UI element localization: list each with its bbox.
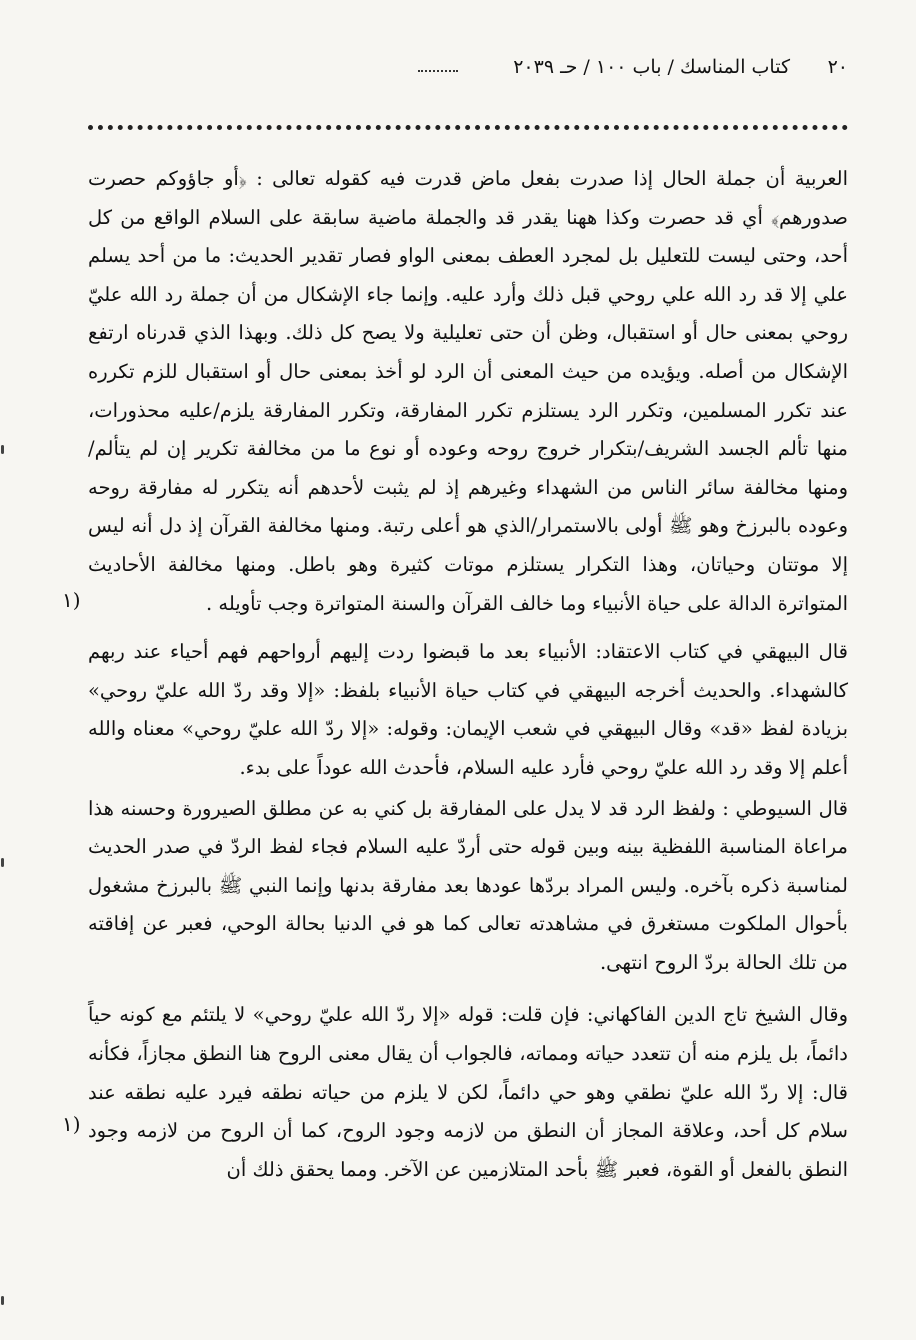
scan-edge-mark bbox=[1, 445, 4, 454]
page-header bbox=[88, 56, 848, 90]
header-divider bbox=[88, 125, 848, 130]
main-text bbox=[88, 160, 848, 1189]
paragraph: وقال الشيخ تاج الدين الفاكهاني: فإن قلت: قوله «إلا ردّ الله عليّ روحي» لا يلتئم مع كونه حياً دائماً، بل يلزم منه أن تتعدد حياته ومماته، فالجواب أن يقال معنى الروح هنا النطق مجازاً، فكأنه قال: إلا ردّ الله عليّ نطقي وهو حي دائماً، لكن لا يلزم من حياته نطقه فيرد عليه نطقه عند سلام كل أحد، وعلاقة المجاز أن النطق من لازمه وجود الروح، كما أن الروح من لازمه وجود النطق بالفعل أو القوة، فعبر ﷺ بأحد المتلازمين عن الآخر. ومما يحقق ذلك أن bbox=[88, 1003, 848, 1181]
paragraph: قال السيوطي : ولفظ الرد قد لا يدل على المفارقة بل كني به عن مطلق الصيرورة وحسنه هذا مراعاة المناسبة اللفظية بينه وبين قوله حتى أردّ عليه السلام فجاء لفظ الردّ في صدر الحديث لمناسبة ذكره بآخره. وليس المراد بردّها عودها بعد مفارقة بدنها وإنما النبي ﷺ بالبرزخ مشغول بأحوال الملكوت مستغرق في مشاهدته تعالى كما هو في الدنيا بحالة الوحي، فعبر عن إفاقته من تلك الحالة بردّ الروح انتهى. bbox=[88, 796, 848, 974]
paragraph: قال البيهقي في كتاب الاعتقاد: الأنبياء بعد ما قبضوا ردت إليهم أرواحهم فهم أحياء عند ربهم كالشهداء. والحديث أخرجه البيهقي في كتاب حياة الأنبياء بلفظ: «إلا وقد ردّ الله عليّ روحي» بزيادة لفظ «قد» وقال البيهقي في شعب الإيمان: وقوله: «إلا ردّ الله عليّ روحي» معناه والله أعلم إلا وقد رد الله عليّ روحي فأرد عليه السلام، فأحدث الله عوداً على بدء. bbox=[88, 640, 848, 779]
header-dotted-leader bbox=[418, 70, 458, 72]
scan-edge-mark bbox=[1, 858, 4, 867]
margin-note: (١ bbox=[62, 1112, 81, 1136]
page-number: ٢٠ bbox=[827, 56, 848, 78]
margin-note: (١ bbox=[62, 588, 81, 612]
running-title: كتاب المناسك / باب ١٠٠ / حـ ٢٠٣٩ bbox=[513, 56, 790, 78]
scan-edge-mark bbox=[1, 1296, 4, 1305]
paragraph: العربية أن جملة الحال إذا صدرت بفعل ماض قدرت فيه كقوله تعالى : ﴿أو جاؤوكم حصرت صدورهم﴾ أي قد حصرت وكذا ههنا يقدر قد والجملة ماضية سابقة على السلام الواقع من كل أحد، وحتى ليست للتعليل بل لمجرد العطف بمعنى الواو فصار تقدير الحديث: ما من أحد يسلم علي إلا قد رد الله علي روحي قبل ذلك وأرد عليه. وإنما جاء الإشكال من أن جملة رد الله عليّ روحي بمعنى حال أو استقبال، وظن أن حتى تعليلية ولا يصح كل ذلك. وبهذا الذي قدرناه ارتفع الإشكال من أصله. ويؤيده من حيث المعنى أن الرد لو أخذ بمعنى حال أو استقبال للزم تكرره عند تكرر المسلمين، وتكرر الرد يستلزم تكرر المفارقة، وتكرر المفارقة يلزم/عليه محذورات، منها تألم الجسد الشريف/بتكرار خروج روحه وعوده أو نوع ما من مخالفة تكرير إن لم يتألم/ومنها مخالفة سائر الناس من الشهداء وغيرهم إذ لم يثبت لأحدهم أنه يتكرر له مفارقة روحه وعوده بالبرزخ وهو ﷺ أولى بالاستمرار/الذي هو أعلى رتبة. ومنها مخالفة القرآن إذ دل أنه ليس إلا موتتان وحياتان، وهذا التكرار يستلزم موتات كثيرة وهو باطل. ومنها مخالفة الأحاديث المتواترة الدالة على حياة الأنبياء وما خالف القرآن والسنة المتواترة وجب تأويله . bbox=[88, 167, 848, 615]
